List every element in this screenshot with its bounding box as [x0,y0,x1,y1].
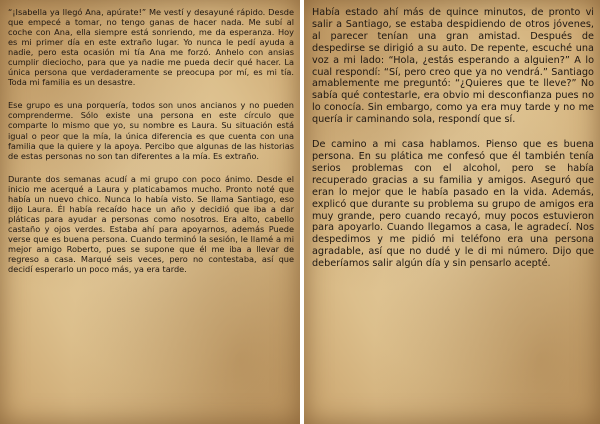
right-page [304,0,600,424]
right-paragraph-1: Había estado ahí más de quince minutos, de pronto vi salir a Santiago, se estaba despidiendo de otros jóvenes, al parecer tenían una gran amistad. Después de despedirse se dirigió a su auto. De repente, escuché una voz a mi lado: “Hola, ¿estás esperando a alguien?” A lo cual respondí: “Sí, pero creo que ya no vendrá.” Santiago amablemente me preguntó: “¿Quieres que te lleve?” No sabía qué contestarle, era obvio mi desconfianza pues no lo conocía. Sin embargo, como ya era muy tarde y no me quería ir caminando sola, respondí que sí. [312,7,594,126]
left-paragraph-1: “¡Isabella ya llegó Ana, apúrate!” Me vestí y desayuné rápido. Desde que empecé a tomar, no tengo ganas de hacer nada. Me subí al coche con Ana, ella siempre está sonriendo, me da esperanza. Hoy es mi primer día en este extraño lugar. Yo nunca le pedí ayuda a nadie, pero esta ocasión mi tía Ana me forzó. Anhelo con ansias cumplir dieciocho, para que ya nadie me pueda decir qué hacer. La única persona que verdaderamente se preocupa por mí, es mi tía. Toda mi familia es un desastre. [8,7,294,88]
left-paragraph-2: Ese grupo es una porquería, todos son unos ancianos y no pueden comprenderme. Sólo existe una persona en este círculo que comparte lo mismo que yo, su nombre es Laura. Su situación está igual o peor que la mía, la única diferencia es que cuenta con una familia que la quiere y la apoya. Percibo que algunas de las historias de estas personas no son tan diferentes a la mía. Es extraño. [8,100,294,161]
left-paragraph-3: Durante dos semanas acudí a mi grupo con poco ánimo. Desde el inicio me acerqué a Laura y platicabamos mucho. Pronto noté que había un nuevo chico. Nunca lo había visto. Se llama Santiago, eso dijo Laura. Él había recaído hace un año y decidió que iba a dar pláticas para ayudar a personas como nosotros. Era alto, cabello castaño y ojos verdes. Estaba ahí para apoyarnos, además Puede verse que es buena persona. Cuando terminó la sesión, le llamé a mi mejor amigo Roberto, pues se supone que él me iba a llevar de regreso a casa. Marqué seis veces, pero no contestaba, así que decidí esperarlo un poco más, ya era tarde. [8,173,294,275]
right-paragraph-2: De camino a mi casa hablamos. Pienso que es buena persona. En su plática me confesó que él también tenía serios problemas con el alcohol, pero se había recuperado gracias a su familia y amigos. Aseguró que eran lo mejor que le había pasado en la vida. Además, explicó que durante su problema su grupo de amigos era muy grande, pero cuando recayó, muy pocos estuvieron para apoyarlo. Cuando llegamos a casa, le agradecí. Nos despedimos y me pidió mi teléfono era una persona agradable, así que no dudé y le di mi número. Dijo que deberíamos salir algún día y sin pensarlo acepté. [312,139,594,270]
